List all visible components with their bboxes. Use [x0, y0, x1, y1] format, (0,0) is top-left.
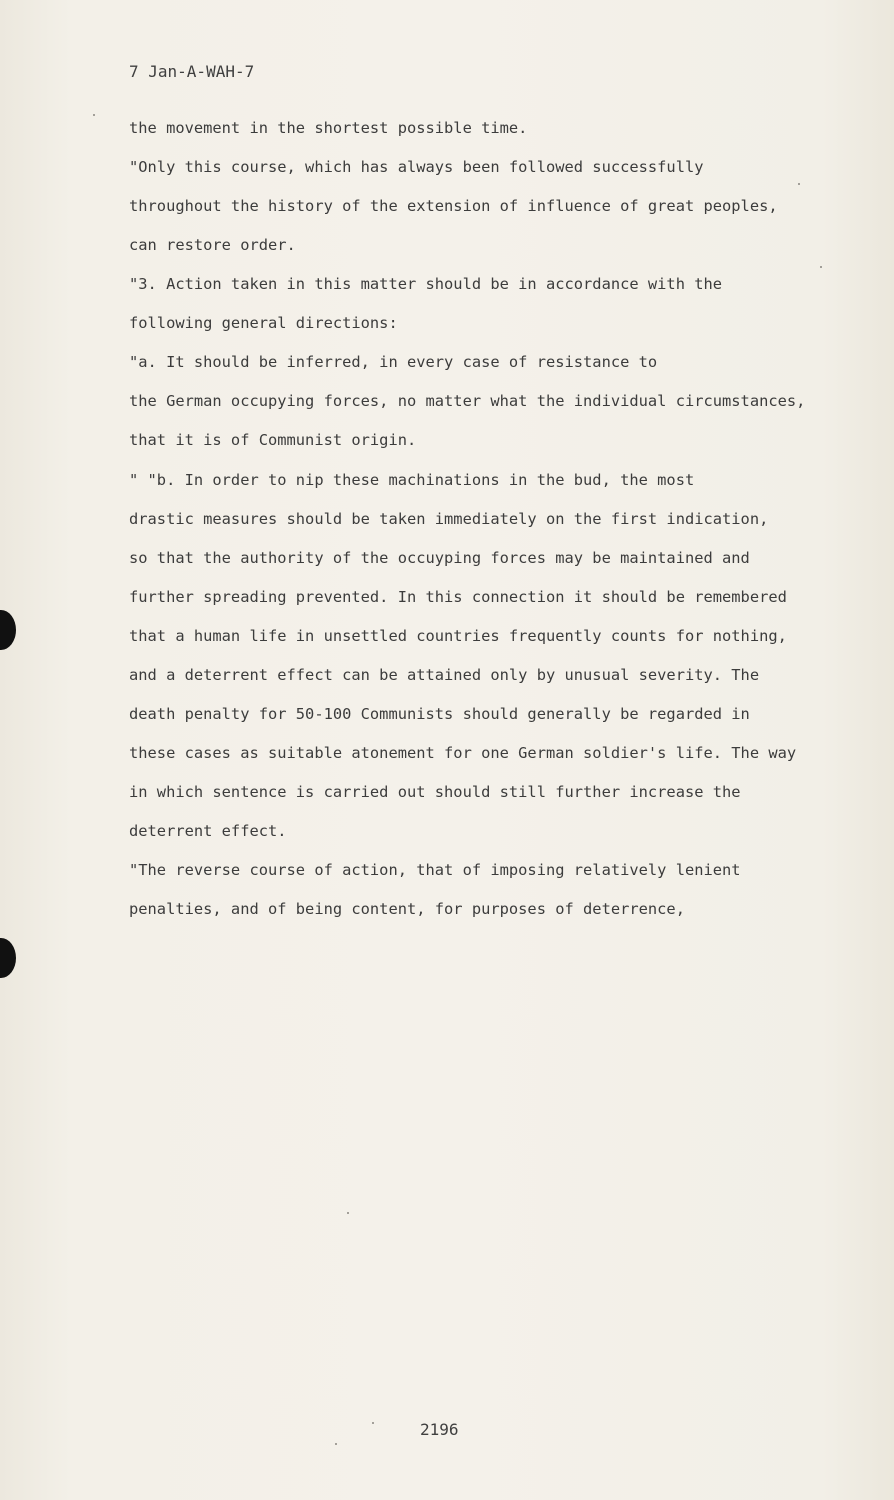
paper-speck [798, 183, 800, 185]
text-line: the movement in the shortest possible time. [129, 119, 528, 137]
text-line: drastic measures should be taken immediately on the first indication, [129, 510, 769, 528]
text-line: death penalty for 50-100 Communists should generally be regarded in [129, 705, 750, 723]
text-line: that a human life in unsettled countries frequently counts for nothing, [129, 627, 787, 645]
punch-hole [0, 938, 16, 978]
text-line: can restore order. [129, 236, 296, 254]
page-number: 2196 [420, 1420, 459, 1439]
text-line: "a. It should be inferred, in every case of resistance to [129, 353, 658, 371]
text-line: in which sentence is carried out should still further increase the [129, 783, 741, 801]
text-line: "3. Action taken in this matter should be in accordance with the [129, 275, 723, 293]
text-line: and a deterrent effect can be attained only by unusual severity. The [129, 666, 760, 684]
text-line: deterrent effect. [129, 822, 287, 840]
text-line: " "b. In order to nip these machinations in the bud, the most [129, 471, 695, 489]
text-line: "Only this course, which has always been followed successfully [129, 158, 704, 176]
text-line: that it is of Communist origin. [129, 431, 417, 449]
paper-speck [335, 1443, 337, 1445]
text-line: so that the authority of the occuyping forces may be maintained and [129, 549, 750, 567]
text-line: following general directions: [129, 314, 398, 332]
text-line: the German occupying forces, no matter what the individual circumstances, [129, 392, 806, 410]
paper-speck [372, 1422, 374, 1424]
paper-speck [93, 114, 95, 116]
paper-speck [820, 266, 822, 268]
text-line: these cases as suitable atonement for one German soldier's life. The way [129, 744, 797, 762]
text-line: penalties, and of being content, for purposes of deterrence, [129, 900, 685, 918]
text-line: "The reverse course of action, that of imposing relatively lenient [129, 861, 741, 879]
punch-hole [0, 610, 16, 650]
text-line: throughout the history of the extension of influence of great peoples, [129, 197, 778, 215]
text-line: further spreading prevented. In this connection it should be remembered [129, 588, 787, 606]
paper-speck [347, 1212, 349, 1214]
document-reference: 7 Jan-A-WAH-7 [129, 62, 255, 81]
